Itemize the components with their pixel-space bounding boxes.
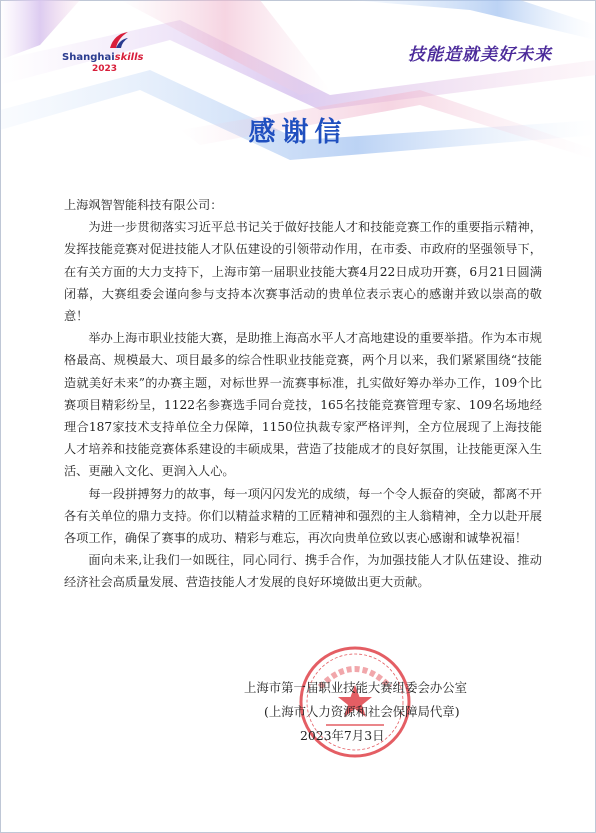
- letter-body: [64, 194, 542, 594]
- paragraph-1: 为进一步贯彻落实习近平总书记关于做好技能人才和技能竞赛工作的重要指示精神，发挥技能竞赛对促进技能人才队伍建设的引领带动作用，在市委、市政府的坚强领导下，在有关方面的大力支持下，上海市第一届职业技能大赛4月22日成功开赛，6月21日圆满闭幕，大赛组委会谨向参与支持本次赛事活动的贵单位表示衷心的感谢并致以崇高的敬意！: [64, 220, 542, 324]
- logo-emblem-icon: [108, 30, 130, 50]
- paragraph-4: 面向未来,让我们一如既往，同心同行、携手合作，为加强技能人才队伍建设、推动经济社会高质量发展、营造技能人才发展的良好环境做出更大贡献。: [64, 553, 542, 590]
- signature-organization: 上海市第一届职业技能大赛组委会办公室: [244, 680, 468, 695]
- salutation: 上海飒智智能科技有限公司：: [64, 198, 223, 212]
- slogan: 技能造就美好未来: [408, 45, 552, 65]
- page-title: 感谢信: [248, 117, 348, 148]
- header-decoration: [0, 0, 596, 185]
- signature-date: 2023年7月3日: [300, 728, 385, 743]
- paragraph-2: 举办上海市职业技能大赛，是助推上海高水平人才高地建设的重要举措。作为本市规格最高、规模最大、项目最多的综合性职业技能竞赛，两个月以来，我们紧紧围绕“技能造就美好未来”的办赛主题，对标世界一流赛事标准，扎实做好筹办举办工作，109个比赛项目精彩纷呈，1122名参赛选手同台竞技，165名技能竞赛管理专家、109名场地经理合187家技术支持单位全力保障，1150位执裁专家严格评判，全方位展现了上海技能人才培养和技能竞赛体系建设的丰硕成果，营造了技能成才的良好氛围，让技能更深入生活、更融入文化、更润入人心。: [64, 331, 542, 479]
- shanghai-skills-logo: [60, 30, 144, 80]
- logo-year: 2023: [92, 64, 118, 74]
- logo-wordmark: [62, 52, 144, 63]
- paragraph-3: 每一段拼搏努力的故事，每一项闪闪发光的成绩，每一个令人振奋的突破，都离不开各有关单位的鼎力支持。你们以精益求精的工匠精神和强烈的主人翁精神，全力以赴开展各项工作，确保了赛事的成功、精彩与难忘，再次向贵单位致以衷心感谢和诚挚祝福！: [64, 486, 542, 546]
- signature-on-behalf: (上海市人力资源和社会保障局代章): [264, 704, 460, 719]
- logo-brand: Shanghai: [62, 52, 115, 63]
- logo-brand-accent: skills: [114, 52, 144, 63]
